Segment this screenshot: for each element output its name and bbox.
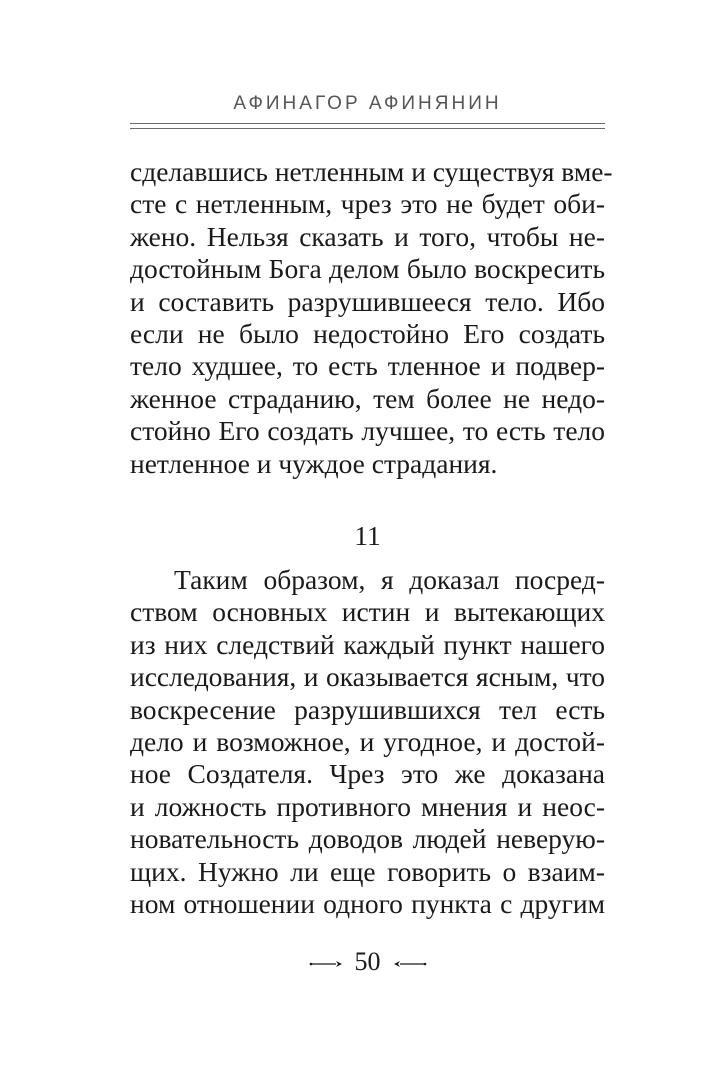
- text-line: сделавшись нетленным и существуя вме-: [130, 156, 613, 187]
- text-line: дело и возможное, и угодное, и достой-: [130, 726, 605, 758]
- text-line: тело худшее, то есть тленное и подвер-: [130, 350, 605, 382]
- text-line: ном отношении одного пункта с другим: [130, 888, 605, 920]
- text-line: и ложность противного мнения и неос-: [130, 790, 605, 822]
- text-line: ством основных истин и вытекающих: [130, 596, 605, 628]
- text-line: из них следствий каждый пункт нашего: [130, 628, 605, 660]
- text-line: Таким образом, я доказал посред-: [174, 564, 605, 595]
- text-line: и составить разрушившееся тело. Ибо: [130, 285, 605, 317]
- text-line: воскресение разрушившихся тел есть: [130, 693, 605, 725]
- text-line: жено. Нельзя сказать и того, чтобы не-: [130, 220, 605, 252]
- paragraph-2: [130, 564, 605, 920]
- text-line: женное страданию, тем более не недо-: [130, 382, 605, 414]
- text-line: новательность доводов людей неверую-: [130, 823, 605, 855]
- running-head: АФИНАГОР АФИНЯНИН: [233, 93, 502, 114]
- text-line: ное Создателя. Чрез это же доказана: [130, 758, 605, 790]
- right-ornament-icon: [393, 959, 427, 969]
- text-line: щих. Нужно ли еще говорить о взаим-: [130, 855, 605, 887]
- page-folio: [130, 946, 605, 978]
- left-ornament-icon: [309, 959, 343, 969]
- text-line: исследования, и оказывается ясным, что: [130, 661, 605, 693]
- text-line: если не было недостойно Его создать: [130, 318, 605, 350]
- header-rule-bottom: [130, 128, 605, 129]
- section-number: 11: [354, 520, 381, 551]
- text-line: сте с нетленным, чрез это не будет оби-: [130, 188, 605, 220]
- paragraph-1: [130, 156, 613, 480]
- header-rule-top: [130, 123, 605, 124]
- text-line: достойным Бога делом было воскресить: [130, 253, 605, 285]
- text-line: стойно Его создать лучшее, то есть тело: [130, 415, 605, 447]
- page-number: 50: [354, 947, 381, 976]
- text-line: нетленное и чуждое страдания.: [130, 447, 498, 479]
